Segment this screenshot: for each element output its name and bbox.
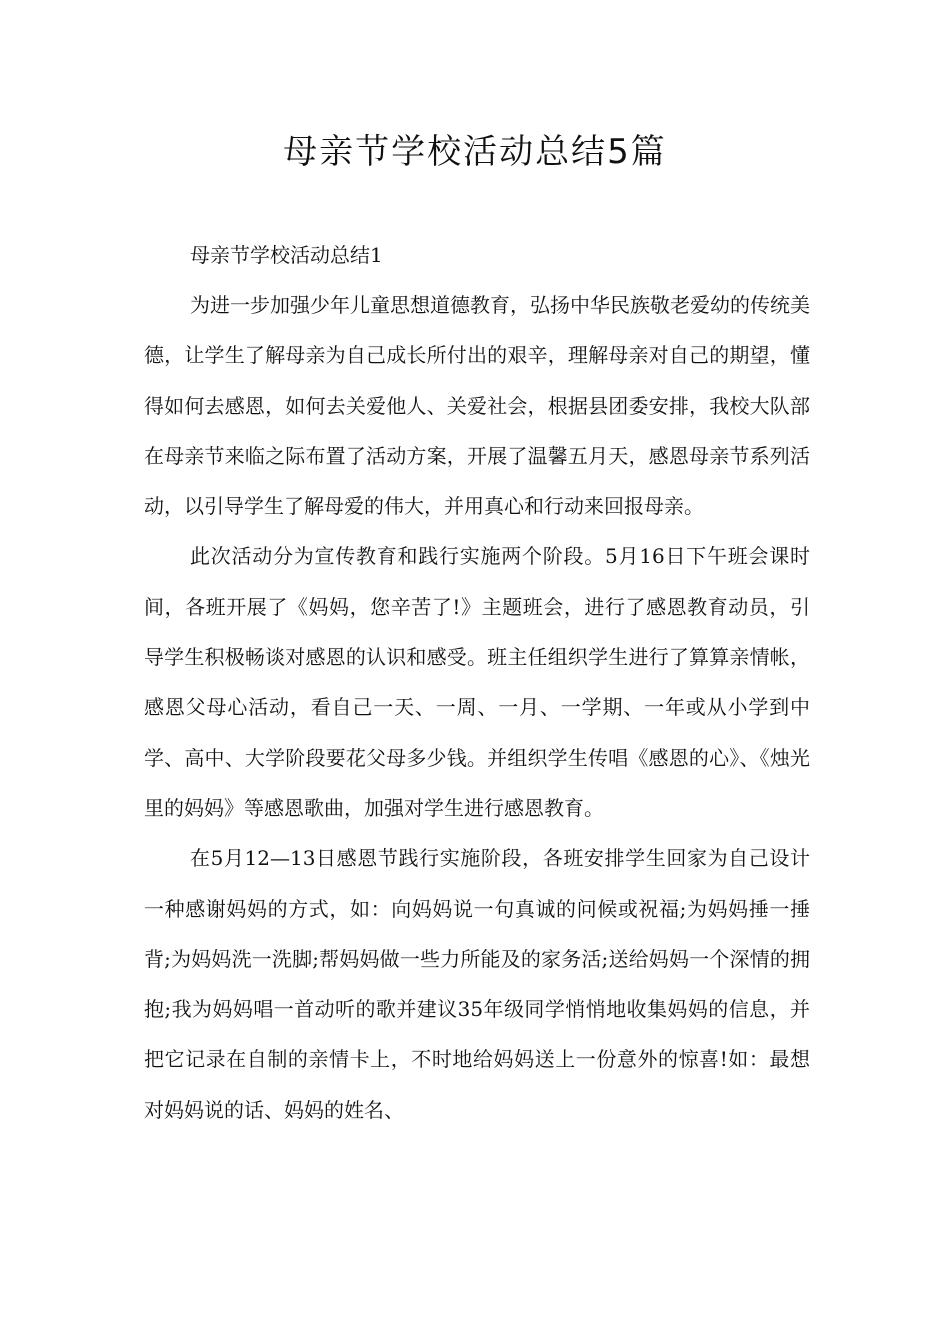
paragraph-3: 在5月12—13日感恩节践行实施阶段，各班安排学生回家为自己设计一种感谢妈妈的方式，如：向妈妈说一句真诚的问候或祝福;为妈妈捶一捶背;为妈妈洗一洗脚;帮妈妈做一些力所能及的家务活;送给妈妈一个深情的拥抱;我为妈妈唱一首动听的歌并建议35年级同学悄悄地收集妈妈的信息，并把它记录在自制的亲情卡上，不时地给妈妈送上一份意外的惊喜!如：最想对妈妈说的话、妈妈的姓名、 bbox=[144, 846, 810, 1122]
document-title: 母亲节学校活动总结5篇 bbox=[283, 132, 667, 172]
paragraph-2: 此次活动分为宣传教育和践行实施两个阶段。5月16日下午班会课时间，各班开展了《妈妈，您辛苦了!》主题班会，进行了感恩教育动员，引导学生积极畅谈对感恩的认识和感受。班主任组织学生进行了算算亲情帐，感恩父母心活动，看自己一天、一周、一月、一学期、一年或从小学到中学、高中、大学阶段要花父母多少钱。并组织学生传唱《感恩的心》、《烛光里的妈妈》等感恩歌曲，加强对学生进行感恩教育。 bbox=[144, 544, 810, 820]
section-heading: 母亲节学校活动总结1 bbox=[190, 243, 383, 267]
document-body bbox=[144, 230, 810, 1135]
paragraph-1: 为进一步加强少年儿童思想道德教育，弘扬中华民族敬老爱幼的传统美德，让学生了解母亲为自己成长所付出的艰辛，理解母亲对自己的期望，懂得如何去感恩，如何去关爱他人、关爱社会，根据县团委安排，我校大队部在母亲节来临之际布置了活动方案，开展了温馨五月天，感恩母亲节系列活动，以引导学生了解母爱的伟大，并用真心和行动来回报母亲。 bbox=[144, 293, 810, 519]
